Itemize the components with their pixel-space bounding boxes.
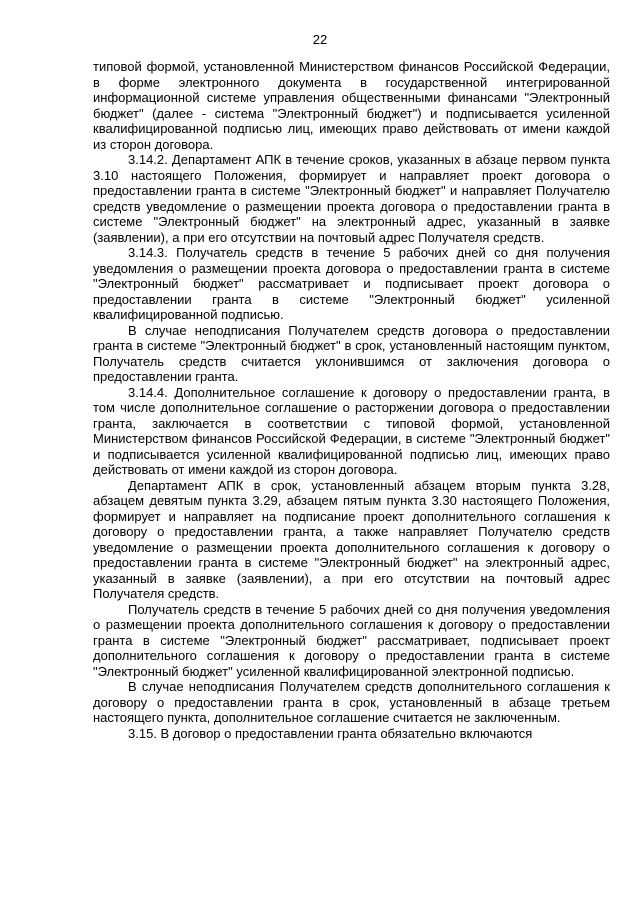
paragraph-3-14-4-recipient: Получатель средств в течение 5 рабочих дней со дня получения уведомления о размещении проекта дополнительного соглашения к договору о предоставлении гранта в системе "Электронный бюджет" рассматривает, подписывает проект дополнительного соглашения к договору о предоставлении гранта в системе "Электронный бюджет" усиленной квалифицированной электронной подписью. <box>93 601 610 679</box>
page-number: 22 <box>312 32 328 47</box>
paragraph-3-15: 3.15. В договор о предоставлении гранта обязательно включаются <box>128 725 533 741</box>
paragraph-3-14-3: 3.14.3. Получатель средств в течение 5 рабочих дней со дня получения уведомления о размещении проекта договора о предоставлении гранта в системе "Электронный бюджет" рассматривает и подписывает проект договора о предоставлении гранта в системе "Электронный бюджет" усиленной квалифицированной подписью. <box>93 245 610 322</box>
paragraph-3-14-4: 3.14.4. Дополнительное соглашение к договору о предоставлении гранта, в том числе дополнительное соглашение о расторжении договора о предоставлении гранта, заключается в соответствии с типовой формой, установленной Министерством финансов Российской Федерации, в системе "Электронный бюджет" и подписывается усиленной квалифицированной подписью лиц, имеющих право действовать от имени каждой из сторон договора. <box>93 384 610 477</box>
paragraph-3-14-4-refusal: В случае неподписания Получателем средств дополнительного соглашения к договору о предоставлении гранта в срок, установленный в абзаце третьем настоящего пункта, дополнительное соглашение считается не заключенным. <box>93 679 610 725</box>
paragraph-3-14-4-department: Департамент АПК в срок, установленный абзацем вторым пункта 3.28, абзацем девятым пункта 3.29, абзацем пятым пункта 3.30 настоящего Положения, формирует и направляет на подписание проект дополнительного соглашения к договору о предоставлении гранта, а также направляет Получателю средств уведомление о размещении проекта дополнительного соглашения к договору о предоставлении гранта в системе "Электронный бюджет" на электронный адрес, указанный в заявке (заявлении), а при его отсутствии на почтовый адрес Получателя средств. <box>93 477 610 601</box>
paragraph-continuation: типовой формой, установленной Министерством финансов Российской Федерации, в форме электронного документа в государственной интегрированной информационной системе управления общественными финансами "Электронный бюджет" (далее - система "Электронный бюджет") и подписывается усиленной квалифицированной подписью лиц, имеющих право действовать от имени каждой из сторон договора. <box>93 59 610 152</box>
paragraph-3-14-2: 3.14.2. Департамент АПК в течение сроков, указанных в абзаце первом пункта 3.10 настоящего Положения, формирует и направляет проект договора о предоставлении гранта в системе "Электронный бюджет" и направляет Получателю средств уведомление о размещении проекта договора о предоставлении гранта в системе "Электронный бюджет" на электронный адрес, указанный в заявке (заявлении), а при его отсутствии на почтовый адрес Получателя средств. <box>93 152 610 245</box>
document-body <box>93 59 610 741</box>
paragraph-3-14-3-refusal: В случае неподписания Получателем средств договора о предоставлении гранта в системе "Электронный бюджет" в срок, установленный настоящим пунктом, Получатель средств считается уклонившимся от заключения договора о предоставлении гранта. <box>93 322 610 384</box>
